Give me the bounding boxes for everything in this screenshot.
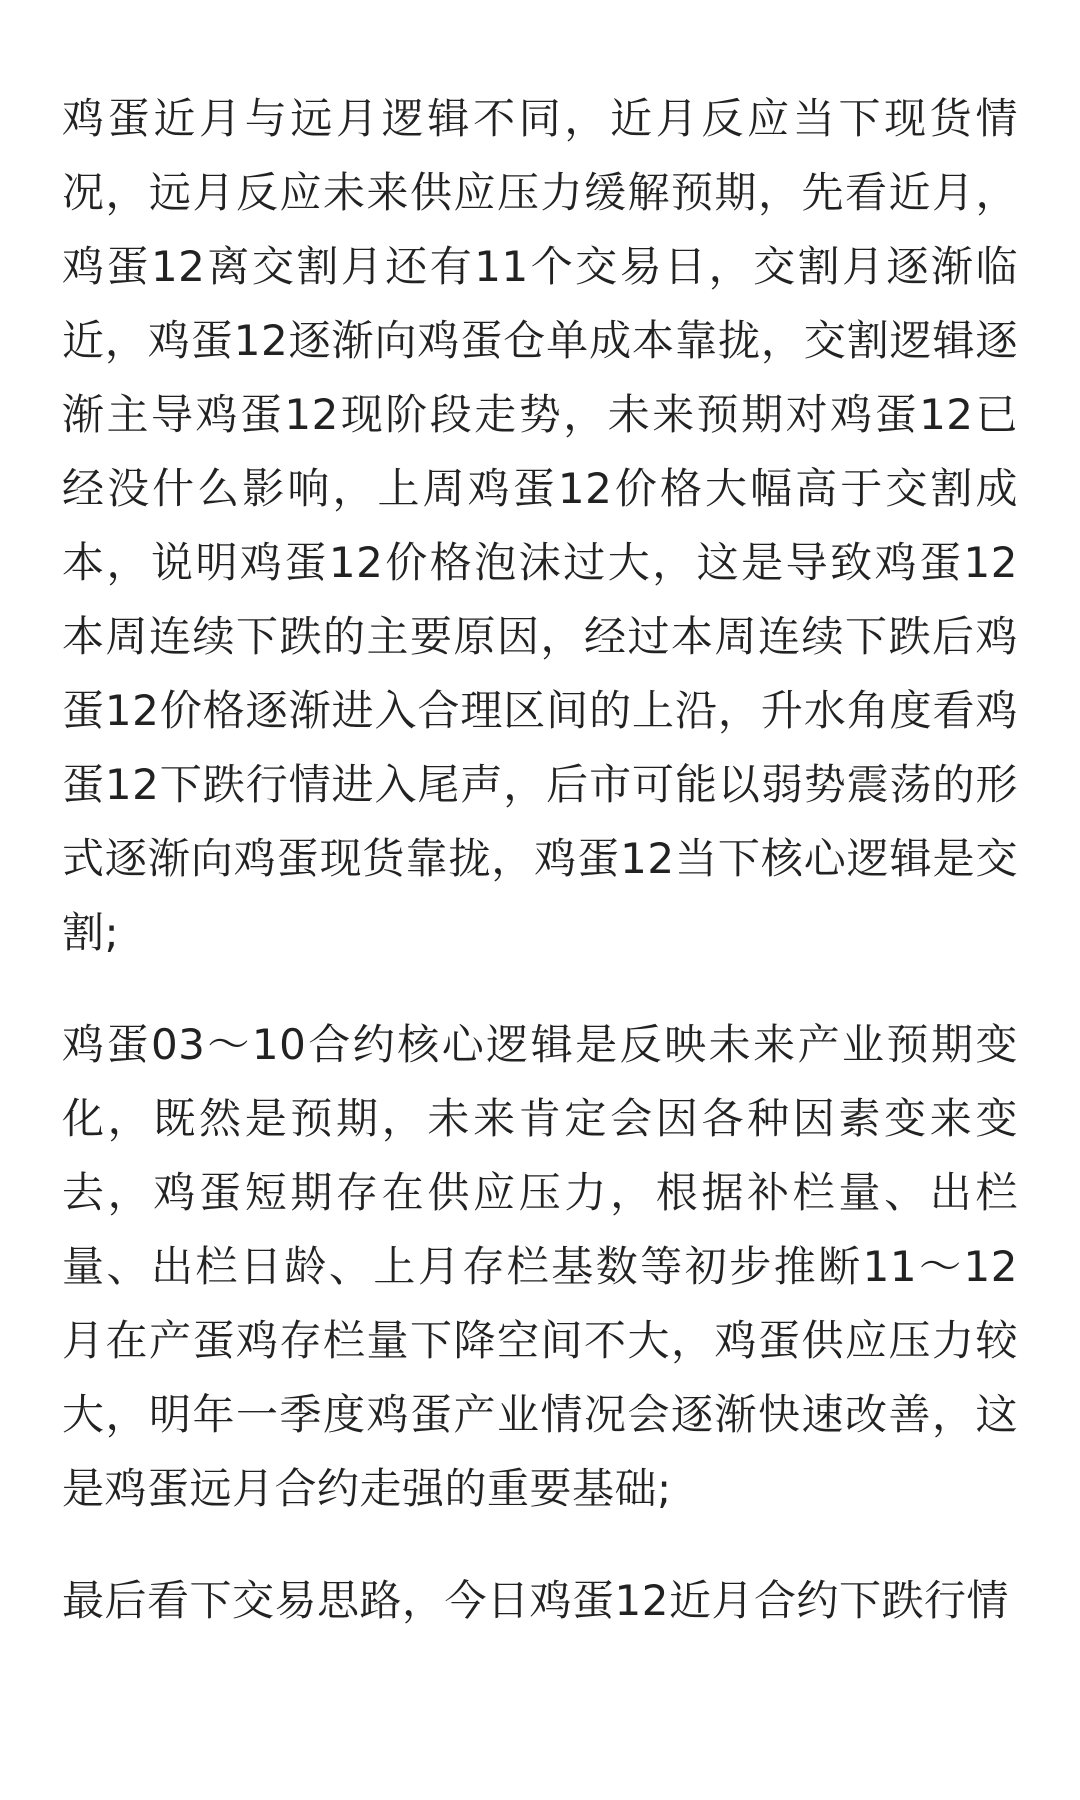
article-body: [62, 82, 1018, 1638]
paragraph-near-month-logic: 鸡蛋近月与远月逻辑不同，近月反应当下现货情况，远月反应未来供应压力缓解预期，先看近月，鸡蛋12离交割月还有11个交易日，交割月逐渐临近，鸡蛋12逐渐向鸡蛋仓单成本靠拢，交割逻辑逐渐主导鸡蛋12现阶段走势，未来预期对鸡蛋12已经没什么影响，上周鸡蛋12价格大幅高于交割成本，说明鸡蛋12价格泡沫过大，这是导致鸡蛋12本周连续下跌的主要原因，经过本周连续下跌后鸡蛋12价格逐渐进入合理区间的上沿，升水角度看鸡蛋12下跌行情进入尾声，后市可能以弱势震荡的形式逐渐向鸡蛋现货靠拢，鸡蛋12当下核心逻辑是交割;: [62, 94, 1018, 957]
paragraph-trading-idea: 最后看下交易思路，今日鸡蛋12近月合约下跌行情: [62, 1576, 1009, 1625]
paragraph-far-month-logic: 鸡蛋03～10合约核心逻辑是反映未来产业预期变化，既然是预期，未来肯定会因各种因素变来变去，鸡蛋短期存在供应压力，根据补栏量、出栏量、出栏日龄、上月存栏基数等初步推断11～12月在产蛋鸡存栏量下降空间不大，鸡蛋供应压力较大，明年一季度鸡蛋产业情况会逐渐快速改善，这是鸡蛋远月合约走强的重要基础;: [62, 1020, 1018, 1513]
